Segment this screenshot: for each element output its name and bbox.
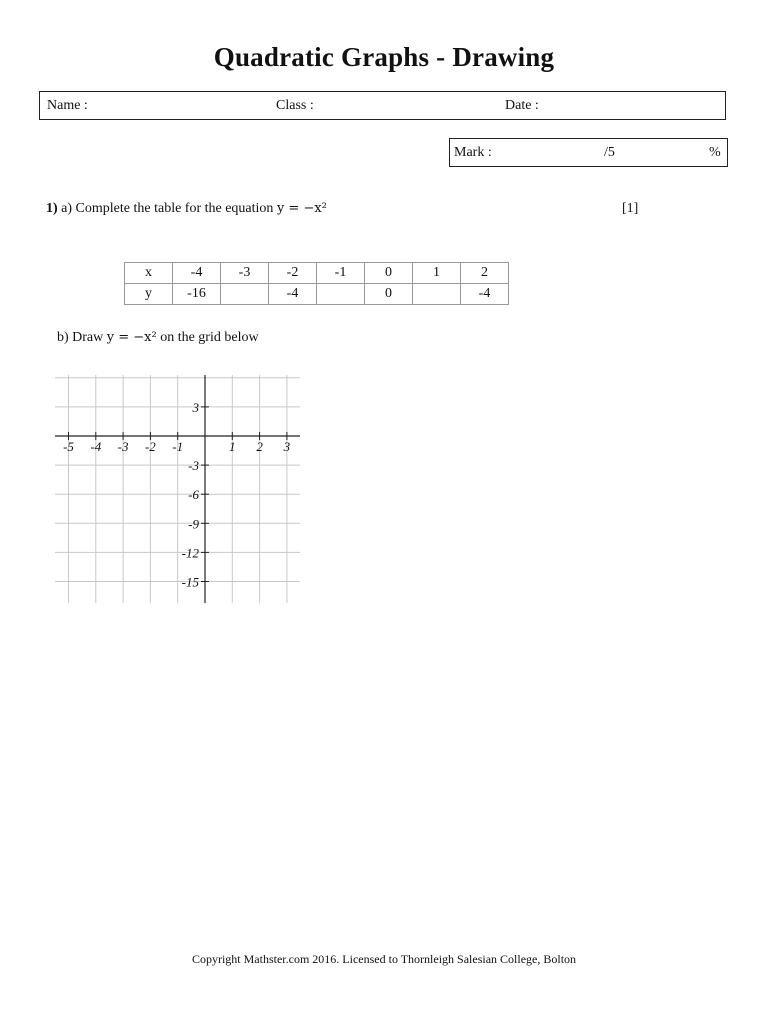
graph-grid[interactable] [40, 360, 320, 620]
table-cell: -2 [269, 263, 317, 284]
table-cell[interactable]: 0 [365, 284, 413, 305]
y-tick-label: 3 [192, 399, 199, 415]
question-marks: [1] [622, 201, 639, 216]
y-tick-label: -12 [181, 545, 199, 561]
table-cell[interactable]: -16 [173, 284, 221, 305]
page-title: Quadratic Graphs - Drawing [213, 42, 555, 72]
table-cell[interactable] [317, 284, 365, 305]
mark-out-of: /5 [604, 145, 615, 160]
table-cell: -3 [221, 263, 269, 284]
grid-svg[interactable] [40, 360, 320, 620]
table-cell: -1 [317, 263, 365, 284]
x-tick-label: 3 [283, 439, 291, 454]
x-tick-label: -2 [144, 439, 156, 454]
x-tick-label: 1 [229, 439, 236, 454]
x-tick-label: -4 [90, 439, 102, 454]
values-table [124, 262, 509, 305]
table-cell[interactable] [221, 284, 269, 305]
y-tick-label: -15 [181, 574, 199, 590]
table-row-y [125, 284, 509, 305]
y-header: y [125, 284, 173, 305]
part-b-prefix: b) Draw [57, 330, 104, 345]
table-cell[interactable]: -4 [461, 284, 509, 305]
equation-b: y = −x² [106, 330, 157, 345]
name-label: Name : [47, 98, 88, 113]
equation: y = −x² [276, 201, 327, 216]
x-tick-label: 2 [256, 439, 263, 454]
question-1-part-b [57, 330, 259, 346]
table-cell: 0 [365, 263, 413, 284]
mark-label: Mark : [454, 145, 492, 160]
table-row-x [125, 263, 509, 284]
y-tick-label: -3 [188, 458, 199, 474]
question-1-part-a [46, 201, 327, 217]
date-label: Date : [505, 98, 539, 113]
mark-percent: % [709, 145, 721, 160]
part-a-text: a) Complete the table for the equation [61, 201, 274, 216]
x-tick-label: -5 [63, 439, 74, 454]
student-info-box [39, 91, 726, 120]
table-cell: 1 [413, 263, 461, 284]
copyright-footer: Copyright Mathster.com 2016. Licensed to Thornleigh Salesian College, Bolton [191, 952, 577, 966]
y-tick-label: -9 [188, 516, 199, 532]
x-tick-label: -3 [117, 439, 129, 454]
question-number: 1) [46, 201, 58, 216]
x-header: x [125, 263, 173, 284]
class-label: Class : [276, 98, 314, 113]
y-tick-label: -6 [188, 487, 199, 503]
table-cell[interactable] [413, 284, 461, 305]
mark-box [449, 138, 728, 167]
x-tick-label: -1 [172, 439, 184, 454]
part-b-suffix: on the grid below [160, 330, 259, 345]
table-cell: -4 [173, 263, 221, 284]
table-cell[interactable]: -4 [269, 284, 317, 305]
table-cell: 2 [461, 263, 509, 284]
